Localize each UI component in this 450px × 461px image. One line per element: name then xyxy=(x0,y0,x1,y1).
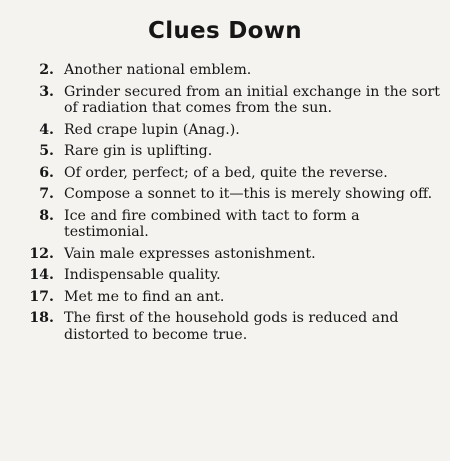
clue-text: Rare gin is uplifting. xyxy=(64,143,213,159)
clue-text: Grinder secured from an initial exchange in the sort of radiation that comes from the sun. xyxy=(64,83,440,116)
clue-item-7 xyxy=(14,186,444,203)
clue-number: 4. xyxy=(39,121,54,138)
clue-number: 7. xyxy=(39,186,54,202)
clue-text: Ice and fire combined with tact to form a testimonial. xyxy=(64,207,360,240)
clues-list xyxy=(14,62,444,348)
clue-item-12 xyxy=(14,246,444,263)
clue-number: 3. xyxy=(39,83,54,100)
clue-item-5 xyxy=(14,143,444,160)
clue-item-6 xyxy=(14,165,444,182)
clue-text: Met me to find an ant. xyxy=(64,288,225,305)
clue-item-4 xyxy=(14,122,444,139)
clue-text: Vain male expresses astonishment. xyxy=(64,245,316,262)
clue-item-14 xyxy=(14,267,444,284)
clue-number: 5. xyxy=(39,143,54,159)
clue-number: 14. xyxy=(29,267,54,283)
page-title: Clues Down xyxy=(148,18,302,44)
clue-text: Of order, perfect; of a bed, quite the reverse. xyxy=(64,164,388,181)
clue-number: 17. xyxy=(29,288,54,305)
clue-text: Indispensable quality. xyxy=(64,267,221,283)
clue-text: The first of the household gods is reduced and distorted to become true. xyxy=(64,310,399,343)
clue-number: 2. xyxy=(39,62,54,78)
clue-item-8 xyxy=(14,208,444,241)
clue-item-18 xyxy=(14,310,444,343)
clue-number: 12. xyxy=(29,245,54,262)
clue-text: Compose a sonnet to it—this is merely showing off. xyxy=(64,186,433,202)
clue-text: Red crape lupin (Anag.). xyxy=(64,121,240,138)
clue-item-2 xyxy=(14,62,444,79)
clue-text: Another national emblem. xyxy=(64,62,252,78)
clue-number: 6. xyxy=(39,164,54,181)
clue-number: 18. xyxy=(29,310,54,326)
clue-item-17 xyxy=(14,289,444,306)
clue-item-3 xyxy=(14,84,444,117)
clue-number: 8. xyxy=(39,207,54,224)
